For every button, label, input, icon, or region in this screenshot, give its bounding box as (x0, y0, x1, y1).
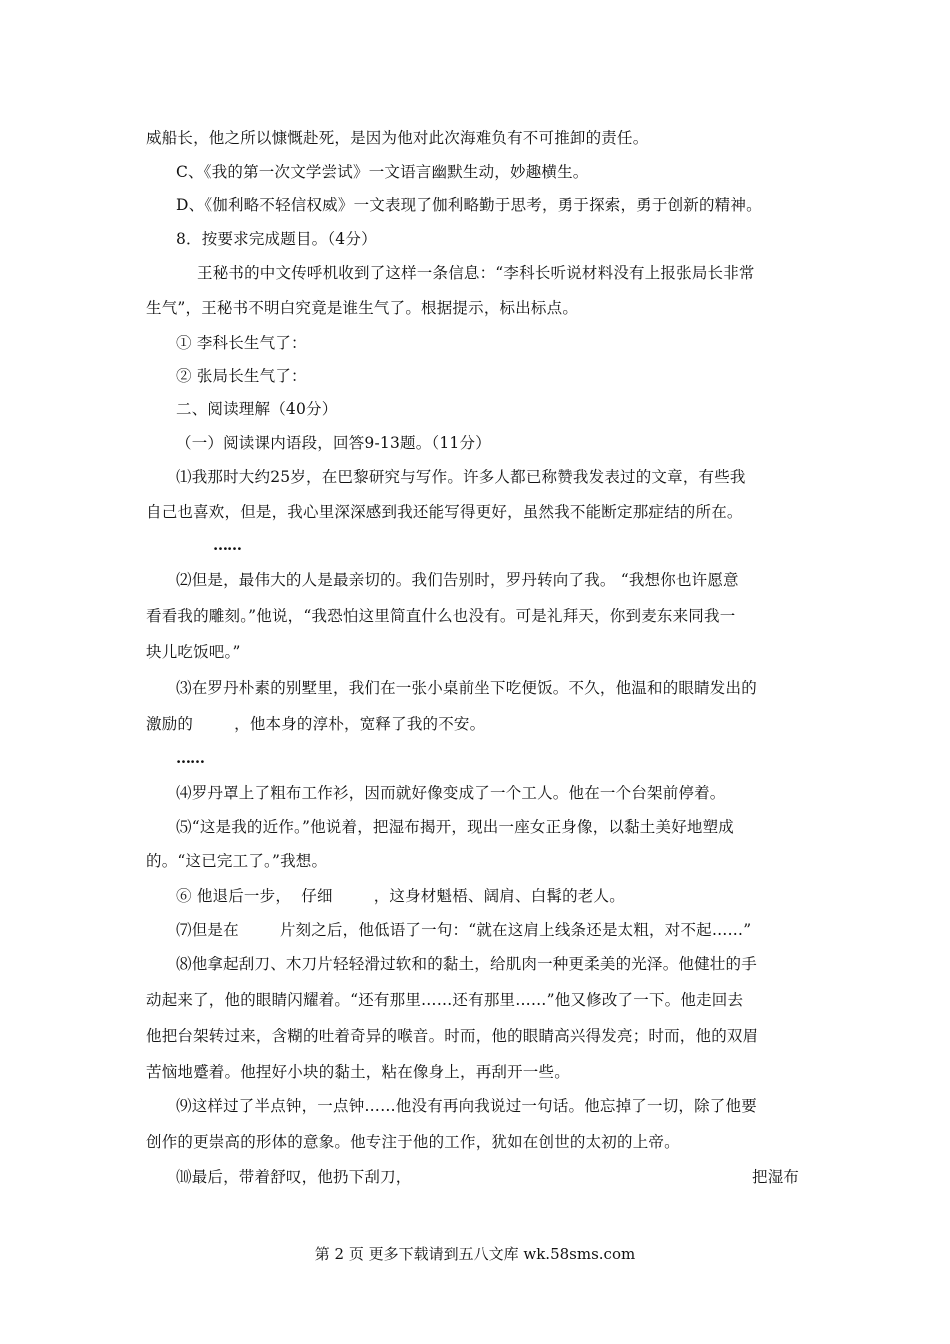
text-line: 苦恼地蹙着。他捏好小块的黏土，粘在像身上，再刮开一些。 (146, 1063, 570, 1081)
text-line: 的。“这已完工了。”我想。 (146, 852, 328, 870)
paragraph-7: ⑺但是在 片刻之后，他低语了一句：“就在这肩上线条还是太粗，对不起……” (176, 921, 752, 939)
paragraph-3: ⑶在罗丹朴素的别墅里，我们在一张小桌前坐下吃便饭。不久，他温和的眼睛发出的 (176, 679, 757, 697)
page-footer: 第 2 页 更多下载请到五八文库 wk.58sms.com (314, 1245, 636, 1263)
question-8-heading: 8．按要求完成题目。（4分） (176, 230, 377, 248)
text-line: 他把台架转过来，含糊的吐着奇异的喉音。时而，他的眼睛高兴得发亮；时而，他的双眉 (146, 1027, 759, 1045)
answer-line-2: ② 张局长生气了： (176, 367, 307, 385)
option-c: C、《我的第一次文学尝试》一文语言幽默生动，妙趣横生。 (176, 163, 589, 181)
paragraph-10: ⑽最后，带着舒叹，他扔下刮刀， (176, 1168, 412, 1186)
text-line-with-blank: 激励的 ，他本身的淳朴，宽释了我的不安。 (146, 715, 486, 733)
paragraph-8: ⑻他拿起刮刀、木刀片轻轻滑过软和的黏土，给肌肉一种更柔美的光泽。他健壮的手 (176, 955, 757, 973)
ellipsis: …… (176, 749, 204, 767)
ellipsis: …… (213, 536, 241, 554)
paragraph-5: ⑸“这是我的近作。”他说着，把湿布揭开，现出一座女正身像，以黏土美好地塑成 (176, 818, 735, 836)
answer-line-1: ① 李科长生气了： (176, 334, 307, 352)
subsection-heading: （一）阅读课内语段，回答9-13题。（11分） (176, 434, 491, 452)
paragraph-9: ⑼这样过了半点钟，一点钟……他没有再向我说过一句话。他忘掉了一切，除了他要 (176, 1097, 757, 1115)
text-line: 块儿吃饭吧。” (146, 643, 241, 661)
text-line: 威船长，他之所以慷慨赴死，是因为他对此次海难负有不可推卸的责任。 (146, 129, 649, 147)
paragraph-6: ⑥ 他退后一步， 仔细 ，这身材魁梧、阔肩、白髯的老人。 (176, 887, 625, 905)
paragraph-10-tail: 把湿布 (752, 1168, 800, 1186)
text-line: 动起来了，他的眼睛闪耀着。“还有那里……还有那里……”他又修改了一下。他走回去 (146, 991, 744, 1009)
text-line: 自己也喜欢，但是，我心里深深感到我还能写得更好，虽然我不能断定那症结的所在。 (146, 503, 743, 521)
section-heading: 二、阅读理解（40分） (176, 400, 338, 418)
text-line: 生气”，王秘书不明白究竟是谁生气了。根据提示，标出标点。 (146, 299, 579, 317)
option-d: D、《伽利略不轻信权威》一文表现了伽利略勤于思考，勇于探索，勇于创新的精神。 (176, 196, 762, 214)
paragraph-2: ⑵但是，最伟大的人是最亲切的。我们告别时，罗丹转向了我。 “我想你也许愿意 (176, 571, 739, 589)
paragraph-1: ⑴我那时大约25岁，在巴黎研究与写作。许多人都已称赞我发表过的文章，有些我 (176, 468, 746, 486)
text-line: 看看我的雕刻。”他说，“我恐怕这里简直什么也没有。可是礼拜天，你到麦东来同我一 (146, 607, 736, 625)
paragraph-4: ⑷罗丹罩上了粗布工作衫，因而就好像变成了一个工人。他在一个台架前停着。 (176, 784, 726, 802)
text-line: 创作的更崇高的形体的意象。他专注于他的工作，犹如在创世的太初的上帝。 (146, 1133, 680, 1151)
text-line: 王秘书的中文传呼机收到了这样一条信息：“李科长听说材料没有上报张局长非常 (197, 264, 755, 282)
